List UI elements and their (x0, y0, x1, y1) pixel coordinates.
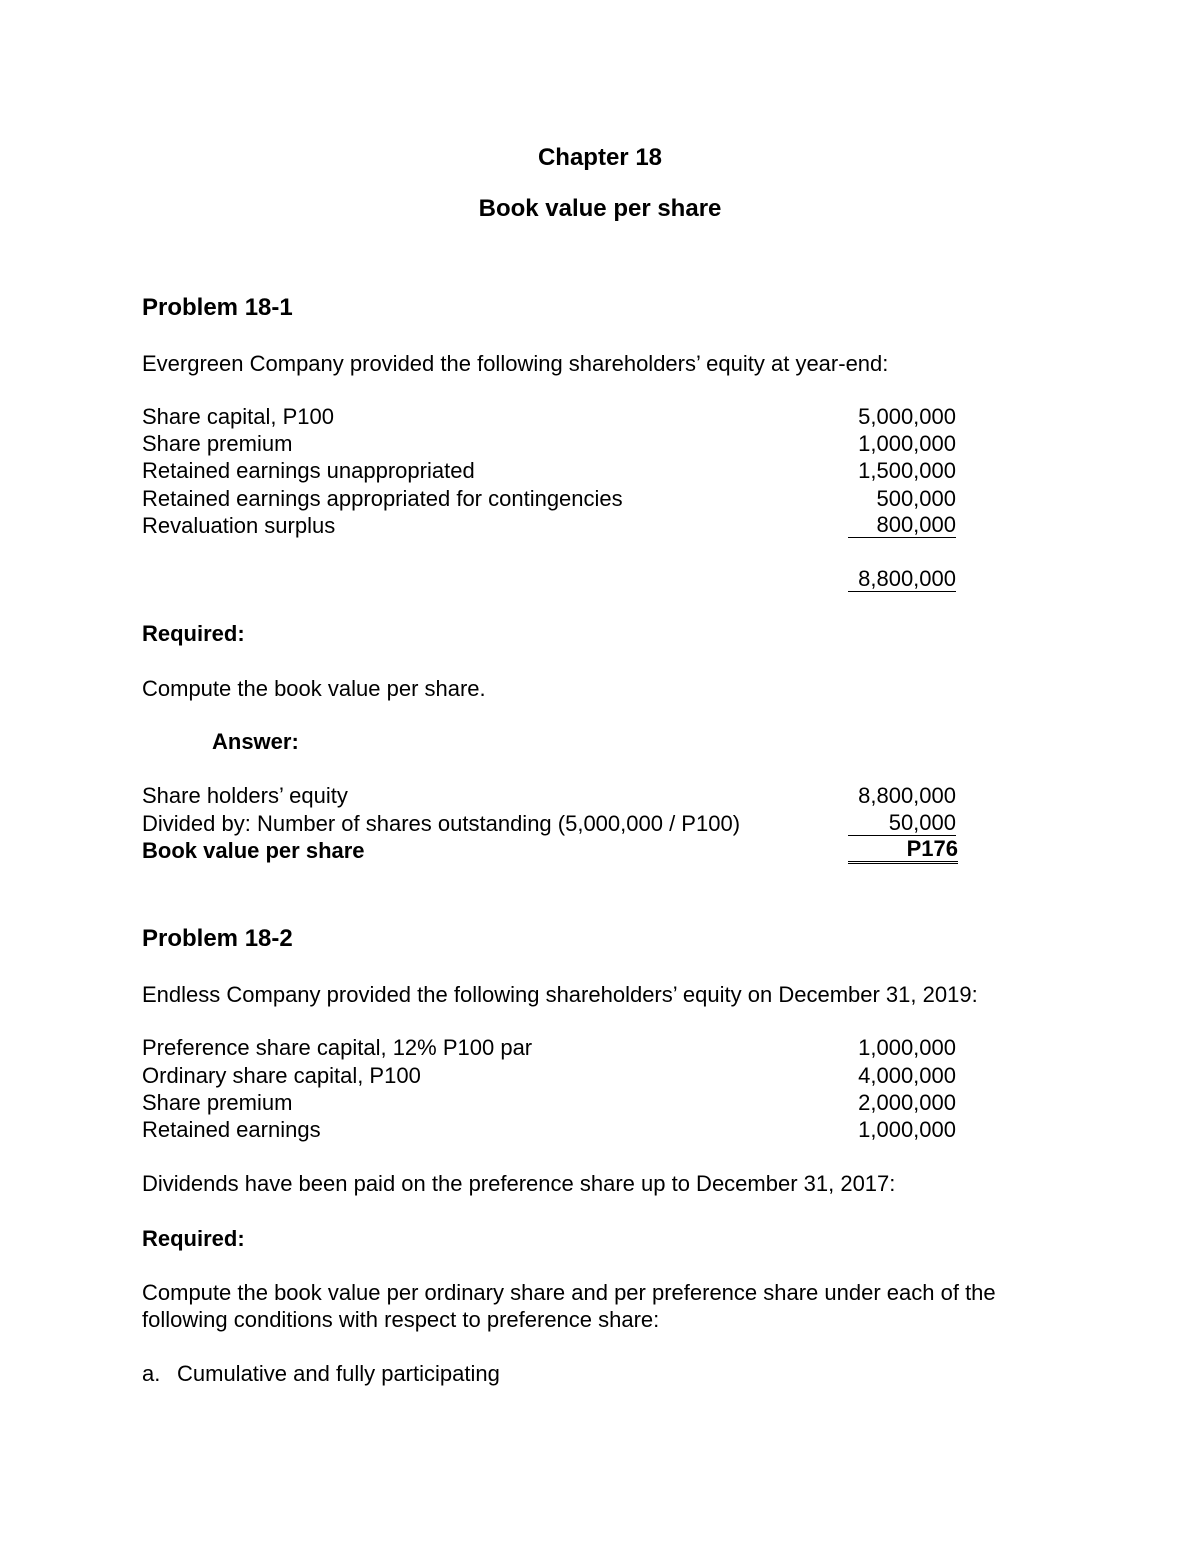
problem-1-required-text: Compute the book value per share. (142, 676, 486, 701)
equity-item-amount: 1,000,000 (858, 1117, 956, 1142)
equity-total-row (142, 566, 956, 593)
book-value-label: Book value per share (142, 838, 365, 863)
problem-1-required-label: Required: (142, 621, 245, 646)
condition-text: Cumulative and fully participating (177, 1361, 500, 1386)
dividends-note: Dividends have been paid on the preference share up to December 31, 2017: (142, 1171, 896, 1196)
equity-item-amount: 2,000,000 (858, 1090, 956, 1115)
answer-row-label: Share holders’ equity (142, 783, 348, 808)
equity-item-row (142, 1089, 956, 1116)
equity-item-label: Share premium (142, 431, 293, 456)
equity-item-amount: 500,000 (876, 486, 956, 511)
equity-item-amount: 1,000,000 (858, 1035, 956, 1060)
problem-2-intro: Endless Company provided the following shareholders’ equity on December 31, 2019: (142, 982, 978, 1007)
equity-total-amount: 8,800,000 (848, 566, 956, 592)
equity-item-label: Revaluation surplus (142, 513, 336, 538)
equity-item-row (142, 485, 956, 512)
equity-item-row (142, 1116, 956, 1143)
equity-item-row (142, 403, 956, 430)
condition-list-item (142, 1360, 500, 1387)
problem-2-heading: Problem 18-2 (142, 925, 293, 952)
document-subtitle: Book value per share (478, 195, 722, 222)
chapter-title: Chapter 18 (537, 144, 663, 171)
equity-item-amount: 5,000,000 (858, 404, 956, 429)
equity-item-amount: 1,000,000 (858, 431, 956, 456)
equity-item-label: Preference share capital, 12% P100 par (142, 1035, 533, 1060)
answer-row-amount: 50,000 (848, 810, 956, 836)
equity-item-row (142, 512, 956, 539)
answer-label: Answer: (212, 729, 299, 754)
problem-1-heading: Problem 18-1 (142, 294, 293, 321)
equity-item-row (142, 457, 956, 484)
answer-row (142, 782, 956, 809)
equity-item-label: Share capital, P100 (142, 404, 335, 429)
equity-item-row (142, 1034, 956, 1061)
equity-item-row (142, 430, 956, 457)
answer-row (142, 810, 956, 837)
equity-item-row (142, 1062, 956, 1089)
answer-row-label: Divided by: Number of shares outstanding (5,000,000 / P100) (142, 811, 741, 836)
book-value-amount: P176 (848, 837, 958, 864)
equity-item-label: Share premium (142, 1090, 293, 1115)
problem-2-required-label: Required: (142, 1226, 245, 1251)
equity-item-amount: 4,000,000 (858, 1063, 956, 1088)
problem-1-intro: Evergreen Company provided the following shareholders’ equity at year-end: (142, 351, 889, 376)
condition-marker: a. (142, 1361, 161, 1386)
equity-item-label: Ordinary share capital, P100 (142, 1063, 421, 1088)
equity-item-amount: 800,000 (848, 512, 956, 538)
answer-row-amount: 8,800,000 (858, 783, 956, 808)
problem-2-required-text: Compute the book value per ordinary share and per preference share under each of the following conditions with respect to preference share: (142, 1280, 996, 1332)
book-value-row (142, 837, 956, 864)
equity-item-label: Retained earnings (142, 1117, 321, 1142)
equity-item-amount: 1,500,000 (858, 458, 956, 483)
equity-item-label: Retained earnings unappropriated (142, 458, 475, 483)
equity-item-label: Retained earnings appropriated for contingencies (142, 486, 623, 511)
